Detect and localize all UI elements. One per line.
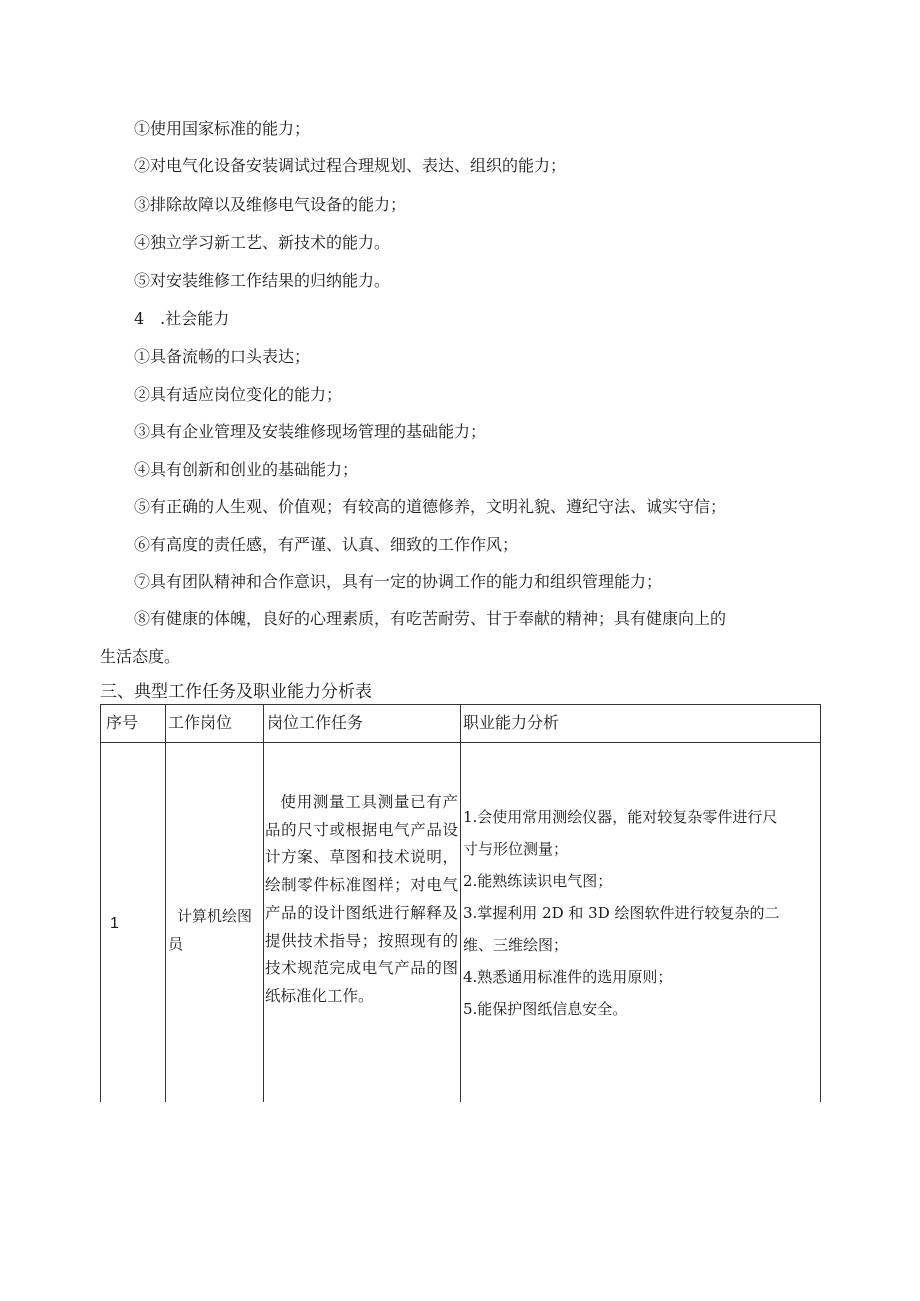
header-task: 岗位工作任务 bbox=[267, 713, 364, 732]
row-number: 1 bbox=[110, 915, 119, 932]
column-divider bbox=[263, 704, 264, 1102]
list-item: ⑤对安装维修工作结果的归纳能力。 bbox=[134, 271, 391, 290]
analysis-table bbox=[100, 704, 821, 1102]
list-item: ①具备流畅的口头表达； bbox=[134, 347, 311, 366]
list-item: ⑦具有团队精神和合作意识，具有一定的协调工作的能力和组织管理能力； bbox=[134, 572, 663, 591]
list-item: ②具有适应岗位变化的能力； bbox=[134, 385, 343, 404]
list-item: ③具有企业管理及安装维修现场管理的基础能力； bbox=[134, 422, 487, 441]
social-ability-heading: 4 .社会能力 bbox=[134, 309, 230, 328]
table-border-left bbox=[100, 704, 101, 1102]
list-item: ⑧有健康的体魄，良好的心理素质，有吃苦耐劳、甘于奉献的精神；具有健康向上的 bbox=[134, 609, 727, 628]
row-abilities: 1.会使用常用测绘仪器，能对较复杂零件进行尺 寸与形位测量； 2.能熟练读识电气图； 3.掌握利用 2D 和 3D 绘图软件进行较复杂的二 维、三维绘图； 4.熟悉通用标准件的选用原则； 5.能保护图纸信息安全。 bbox=[463, 808, 780, 1018]
list-item: ③排除故障以及维修电气设备的能力； bbox=[134, 195, 407, 214]
row-position: 计算机绘图 员 bbox=[168, 907, 253, 953]
row-task: 使用测量工具测量已有产品的尺寸或根据电气产品设计方案、草图和技术说明，绘制零件标准图样；对电气产品的设计图纸进行解释及提供技术指导；按照现有的技术规范完成电气产品的图纸标准化工作。 bbox=[265, 793, 458, 1005]
list-item: ②对电气化设备安装调试过程合理规划、表达、组织的能力； bbox=[134, 156, 567, 175]
column-divider bbox=[460, 704, 461, 1102]
header-position: 工作岗位 bbox=[168, 713, 233, 732]
list-item: ⑤有正确的人生观、价值观；有较高的道德修养，文明礼貌、遵纪守法、诚实守信； bbox=[134, 497, 727, 516]
list-item: ⑥有高度的责任感，有严谨、认真、细致的工作作风； bbox=[134, 535, 519, 554]
header-ability: 职业能力分析 bbox=[463, 713, 560, 732]
list-item-continuation: 生活态度。 bbox=[100, 647, 181, 666]
list-item: ①使用国家标准的能力； bbox=[134, 119, 311, 138]
section-title: 三、典型工作任务及职业能力分析表 bbox=[100, 682, 372, 702]
list-item: ④独立学习新工艺、新技术的能力。 bbox=[134, 233, 391, 252]
list-item: ④具有创新和创业的基础能力； bbox=[134, 460, 359, 479]
header-no: 序号 bbox=[106, 713, 139, 732]
table-border-right bbox=[820, 704, 821, 1102]
